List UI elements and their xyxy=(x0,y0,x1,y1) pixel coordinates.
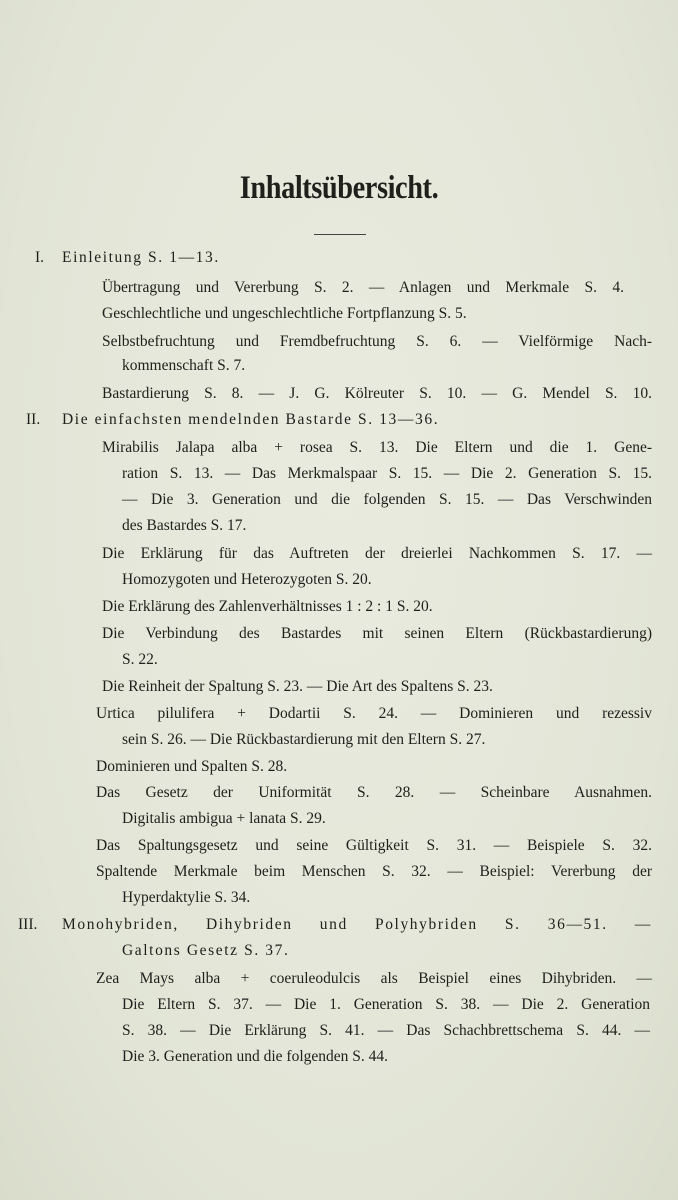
toc-entry: Dominieren und Spalten S. 28. xyxy=(96,758,288,775)
toc-entry: Die 3. Generation und die folgenden S. 44. xyxy=(122,1048,389,1065)
toc-entry: Mirabilis Jalapa alba + rosea S. 13. Die Eltern und die 1. Gene- xyxy=(102,439,652,456)
toc-entry: Homozygoten und Heterozygoten S. 20. xyxy=(122,571,372,588)
toc-entry: Die Verbindung des Bastardes mit seinen Eltern (Rückbastardierung) xyxy=(102,625,652,642)
toc-entry: des Bastardes S. 17. xyxy=(122,517,247,534)
section-numeral: II. xyxy=(26,411,41,428)
toc-entry: Die Erklärung für das Auftreten der dreierlei Nachkommen S. 17. — xyxy=(102,545,652,562)
section-heading: Einleitung S. 1—13. xyxy=(62,249,220,266)
toc-entry: S. 38. — Die Erklärung S. 41. — Das Schachbrettschema S. 44. — xyxy=(122,1022,650,1039)
toc-entry: Geschlechtliche und ungeschlechtliche Fortpflanzung S. 5. xyxy=(102,305,467,322)
toc-entry: Das Spaltungsgesetz und seine Gültigkeit S. 31. — Beispiele S. 32. xyxy=(96,837,652,854)
page-title: Inhaltsübersicht. xyxy=(239,170,439,206)
section-heading-continuation: Galtons Gesetz S. 37. xyxy=(122,942,290,959)
toc-entry: Selbstbefruchtung und Fremdbefruchtung S. 6. — Vielförmige Nach- xyxy=(102,333,652,350)
toc-entry: Die Eltern S. 37. — Die 1. Generation S. 38. — Die 2. Generation xyxy=(122,996,650,1013)
toc-entry: S. 22. xyxy=(122,651,158,668)
toc-entry: sein S. 26. — Die Rückbastardierung mit den Eltern S. 27. xyxy=(122,731,486,748)
toc-entry: ration S. 13. — Das Merkmalspaar S. 15. — Die 2. Generation S. 15. xyxy=(122,465,652,482)
toc-entry: kommenschaft S. 7. xyxy=(122,357,246,374)
toc-entry: Zea Mays alba + coeruleodulcis als Beispiel eines Dihybriden. — xyxy=(96,970,652,987)
toc-entry: Hyperdaktylie S. 34. xyxy=(122,889,251,906)
section-heading: Die einfachsten mendelnden Bastarde S. 13—36. xyxy=(62,411,440,428)
section-numeral: I. xyxy=(35,249,45,266)
toc-entry: Die Reinheit der Spaltung S. 23. — Die Art des Spaltens S. 23. xyxy=(102,678,493,695)
toc-entry: Das Gesetz der Uniformität S. 28. — Scheinbare Ausnahmen. xyxy=(96,784,652,801)
toc-entry: Die Erklärung des Zahlenverhältnisses 1 : 2 : 1 S. 20. xyxy=(102,598,433,615)
toc-entry: Spaltende Merkmale beim Menschen S. 32. — Beispiel: Vererbung der xyxy=(96,863,652,880)
toc-entry: Übertragung und Vererbung S. 2. — Anlagen und Merkmale S. 4. xyxy=(102,279,624,296)
toc-entry: Bastardierung S. 8. — J. G. Kölreuter S. 10. — G. Mendel S. 10. xyxy=(102,385,652,402)
section-heading: Monohybriden, Dihybriden und Polyhybriden S. 36—51. — xyxy=(62,916,652,933)
section-numeral: III. xyxy=(18,916,38,933)
toc-entry: Digitalis ambigua + lanata S. 29. xyxy=(122,810,326,827)
toc-entry: Urtica pilulifera + Dodartii S. 24. — Dominieren und rezessiv xyxy=(96,705,652,722)
toc-entry: — Die 3. Generation und die folgenden S. 15. — Das Verschwinden xyxy=(122,491,652,508)
